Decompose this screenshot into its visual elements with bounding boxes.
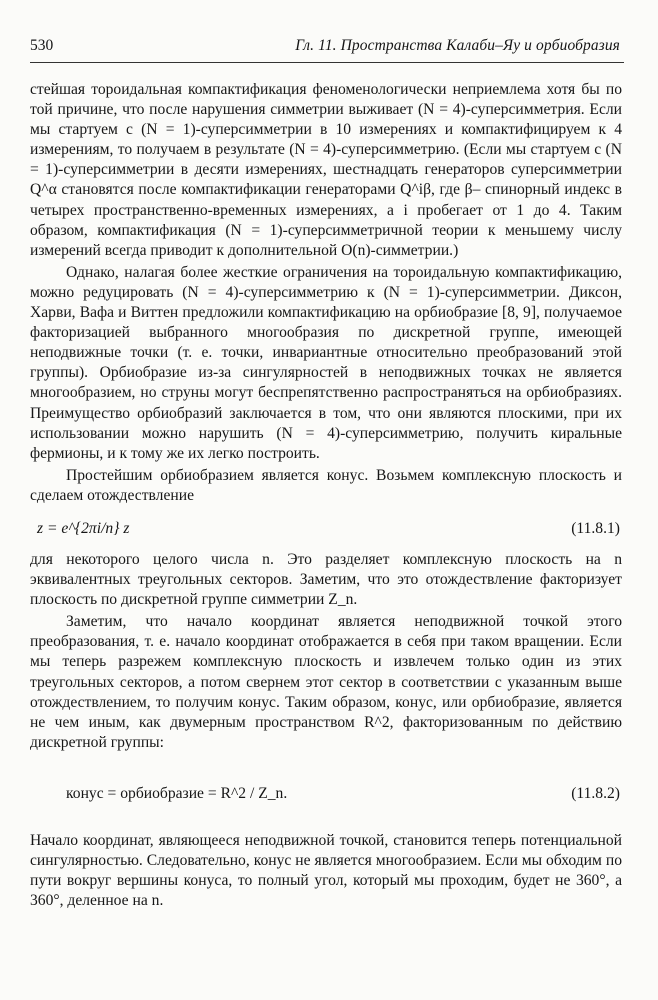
paragraph-2: Однако, налагая более жесткие ограничения на тороидальную компактификацию, можно редуцировать (N = 4)-суперсимметрию к (N = 1)-суперсимметрии. Диксон, Харви, Вафа и Виттен предложили компактификацию на орбиобразие [8, 9], получаемое факторизацией выбранного многообразия по дискретной группе, имеющей неподвижные точки (т. е. точки, инвариантные относительно преобразований этой группы). Орбиобразие из-за сингулярностей в неподвижных точках не является многообразием, но струны могут беспрепятственно распространяться на орбиобразиях. Преимущество орбиобразий заключается в том, что они являются плоскими, при их использовании можно нарушить (N = 4)-суперсимметрию, получить киральные фермионы, и к тому же их легко построить.	[30, 263, 622, 462]
page-header	[30, 37, 622, 61]
equation-11-8-1	[30, 515, 622, 543]
header-rule	[30, 62, 624, 63]
equation-number: (11.8.2)	[571, 784, 620, 802]
equation-number: (11.8.1)	[571, 519, 620, 537]
paragraph-6: Начало координат, являющееся неподвижной точкой, становится теперь потенциальной сингулярностью. Следовательно, конус не является многообразием. Если мы обходим по пути вокруг вершины конуса, то полный угол, который мы проходим, будет не 360°, а 360°, деленное на n.	[30, 831, 622, 910]
equation-formula: конус = орбиобразие = R^2 / Z_n.	[66, 784, 288, 802]
paragraph-3: Простейшим орбиобразием является конус. Возьмем комплексную плоскость и сделаем отождествление	[30, 466, 622, 504]
paragraph-1: стейшая тороидальная компактификация феноменологически неприемлема хотя бы по той причине, что после нарушения симметрии выживает (N = 4)-суперсимметрия. Если мы стартуем с (N = 1)-суперсимметрии в 10 измерениях и компактифицируем к 4 измерениям, то получаем в результате (N = 4)-суперсимметрию. (Если мы стартуем с (N = 1)-суперсимметрии в десяти измерениях, шестнадцать генераторов суперсимметрии Q^α становятся после компактификации генераторами Q^iβ, где β– спинорный индекс в четырех пространственно-временных измерениях, а i пробегает от 1 до 4. Таким образом, компактификация (N = 1)-суперсимметричной теории к меньшему числу измерений всегда приводит к дополнительной O(n)-симметрии.)	[30, 81, 622, 259]
paragraph-4: для некоторого целого числа n. Это разделяет комплексную плоскость на n эквивалентных треугольных секторов. Заметим, что это отождествление факторизует плоскость по дискретной группе симметрии Z_n.	[30, 550, 622, 609]
page-body	[30, 80, 622, 911]
equation-11-8-2	[30, 765, 622, 821]
equation-formula: z = e^{2πi/n} z	[37, 519, 130, 537]
running-title: Гл. 11. Пространства Калаби–Яу и орбиобразия	[295, 37, 620, 54]
page-number: 530	[30, 37, 54, 54]
paragraph-5: Заметим, что начало координат является неподвижной точкой этого преобразования, т. е. начало координат отображается в себя при таком вращении. Если мы теперь разрежем комплексную плоскость и извлечем только один из этих треугольных секторов, а потом свернем этот сектор в соответствии с указанным выше отождествлением, то получим конус. Таким образом, конус, или орбиобразие, является не чем иным, как двумерным пространством R^2, факторизованным по действию дискретной группы:	[30, 613, 622, 751]
